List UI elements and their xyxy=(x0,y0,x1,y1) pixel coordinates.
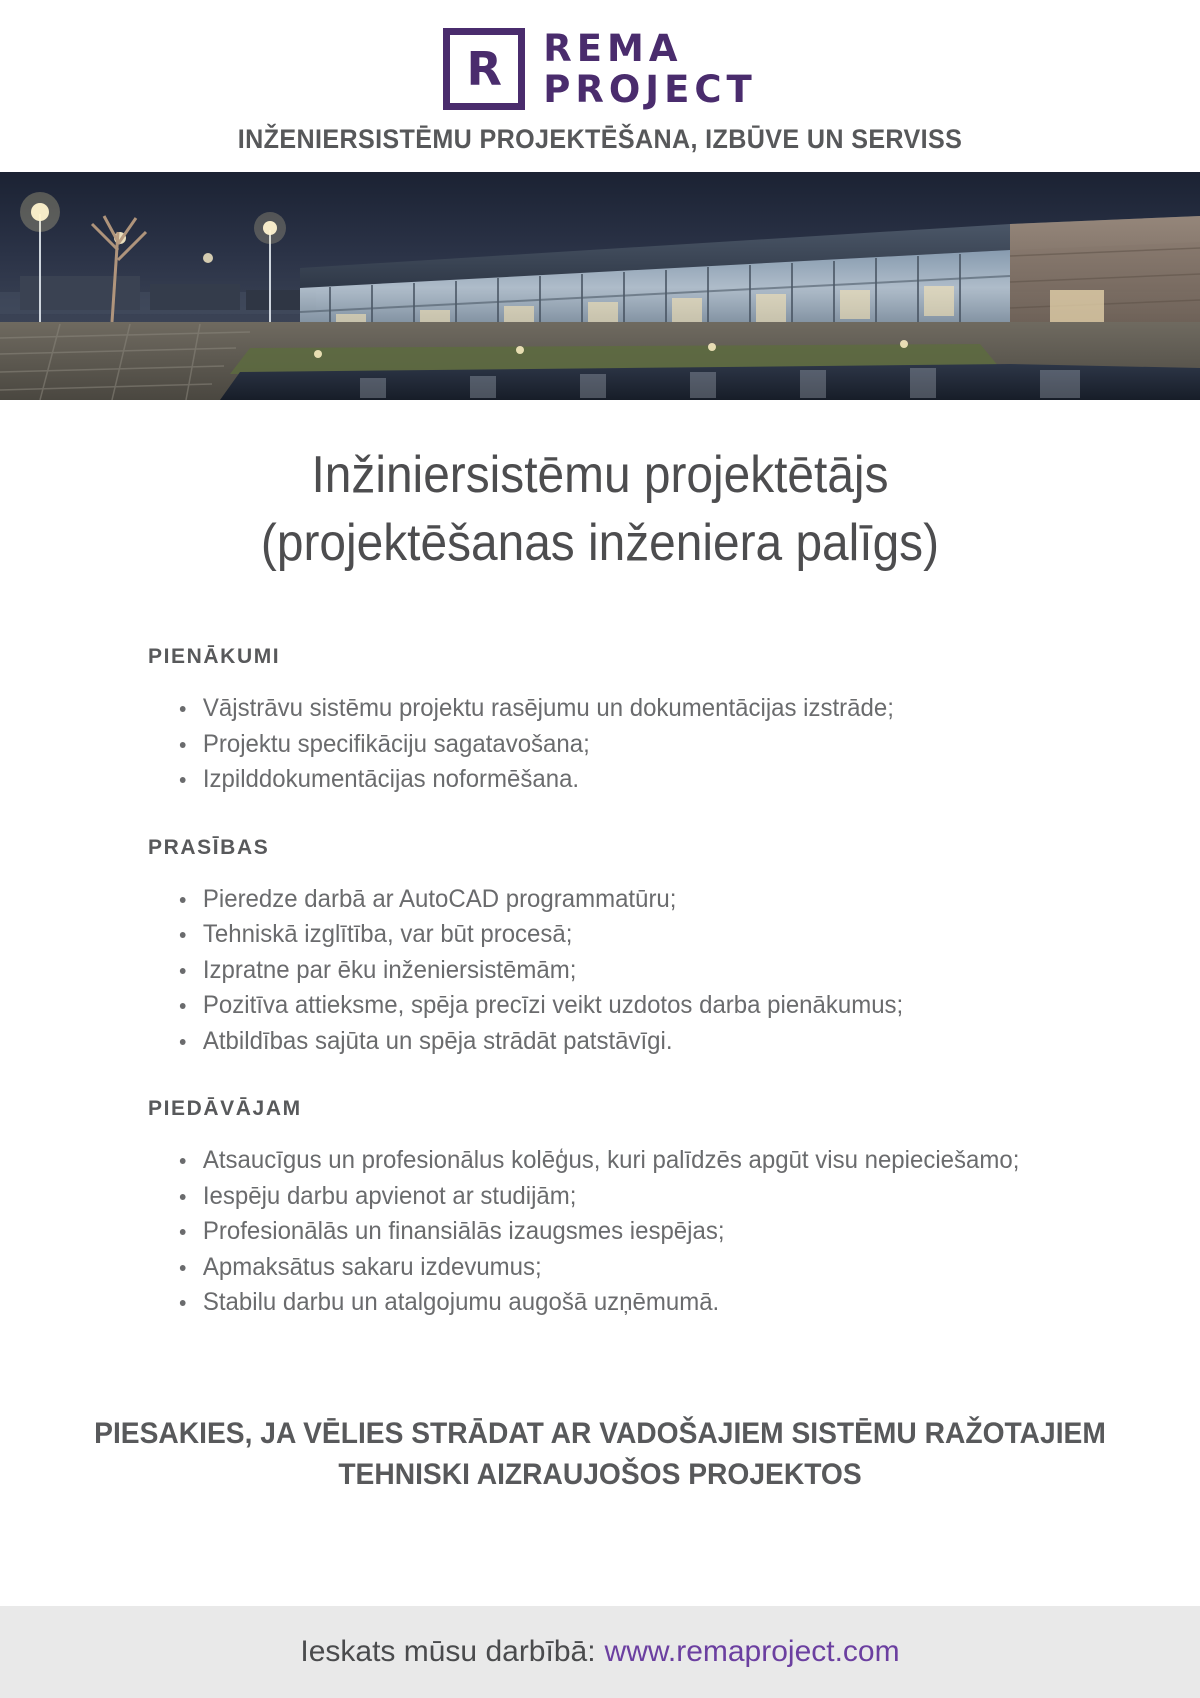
website-link[interactable]: www.remaproject.com xyxy=(604,1635,900,1668)
responsibilities-list xyxy=(176,691,1200,798)
list-item: Atsaucīgus un profesionālus kolēģus, kuri palīdzēs apgūt visu nepieciešamo; xyxy=(176,1143,1159,1179)
list-item: Apmaksātus sakaru izdevumus; xyxy=(176,1250,1159,1286)
job-title-line2: (projektēšanas inženiera palīgs) xyxy=(260,513,940,572)
call-to-action xyxy=(36,1413,1164,1496)
section-heading-requirements: PRASĪBAS xyxy=(148,835,270,859)
list-item: Stabilu darbu un atalgojumu augošā uzņēmumā. xyxy=(176,1285,1159,1321)
list-item: Izpilddokumentācijas noformēšana. xyxy=(176,762,1159,798)
list-item: Pieredze darbā ar AutoCAD programmatūru; xyxy=(176,882,1159,918)
logo-word-project: PROJECT xyxy=(543,68,757,111)
requirements-list xyxy=(176,882,1200,1060)
list-item: Tehniskā izglītība, var būt procesā; xyxy=(176,917,1159,953)
footer-bar xyxy=(0,1606,1200,1698)
company-logo xyxy=(0,26,1200,112)
list-item: Atbildības sajūta un spēja strādāt patstāvīgi. xyxy=(176,1024,1159,1060)
hero-illustration xyxy=(0,172,1200,400)
header xyxy=(0,0,1200,155)
list-item: Iespēju darbu apvienot ar studijām; xyxy=(176,1179,1159,1215)
offer-list xyxy=(176,1143,1200,1321)
list-item: Profesionālās un finansiālās izaugsmes iespējas; xyxy=(176,1214,1159,1250)
list-item: Izpratne par ēku inženiersistēmām; xyxy=(176,953,1159,989)
company-tagline: INŽENIERSISTĒMU PROJEKTĒŠANA, IZBŪVE UN SERVISS xyxy=(237,124,963,154)
hero-image xyxy=(0,172,1200,400)
job-title-line1: Inžiniersistēmu projektētājs xyxy=(311,446,889,504)
section-heading-responsibilities: PIENĀKUMI xyxy=(148,645,281,669)
footer-label: Ieskats mūsu darbībā: xyxy=(300,1635,596,1668)
section-heading-offer: PIEDĀVĀJAM xyxy=(148,1097,302,1121)
job-title xyxy=(0,400,1200,577)
section-responsibilities xyxy=(0,645,1200,798)
list-item: Pozitīva attieksme, spēja precīzi veikt uzdotos darba pienākumus; xyxy=(176,988,1159,1024)
call-to-action-line1: PIESAKIES, JA VĒLIES STRĀDAT AR VADOŠAJIEM SISTĒMU RAŽOTAJIEM xyxy=(94,1416,1106,1450)
job-details xyxy=(0,577,1200,1321)
section-requirements xyxy=(0,836,1200,1060)
logo-wordmark xyxy=(543,28,757,111)
section-offer xyxy=(0,1097,1200,1321)
list-item: Projektu specifikāciju sagatavošana; xyxy=(176,727,1159,763)
call-to-action-line2: TEHNISKI AIZRAUJOŠOS PROJEKTOS xyxy=(338,1458,862,1492)
logo-mark-icon xyxy=(443,28,525,110)
list-item: Vājstrāvu sistēmu projektu rasējumu un dokumentācijas izstrāde; xyxy=(176,691,1159,727)
logo-word-rema: REMA xyxy=(543,26,683,70)
logo-mark-letter: R xyxy=(466,42,502,96)
